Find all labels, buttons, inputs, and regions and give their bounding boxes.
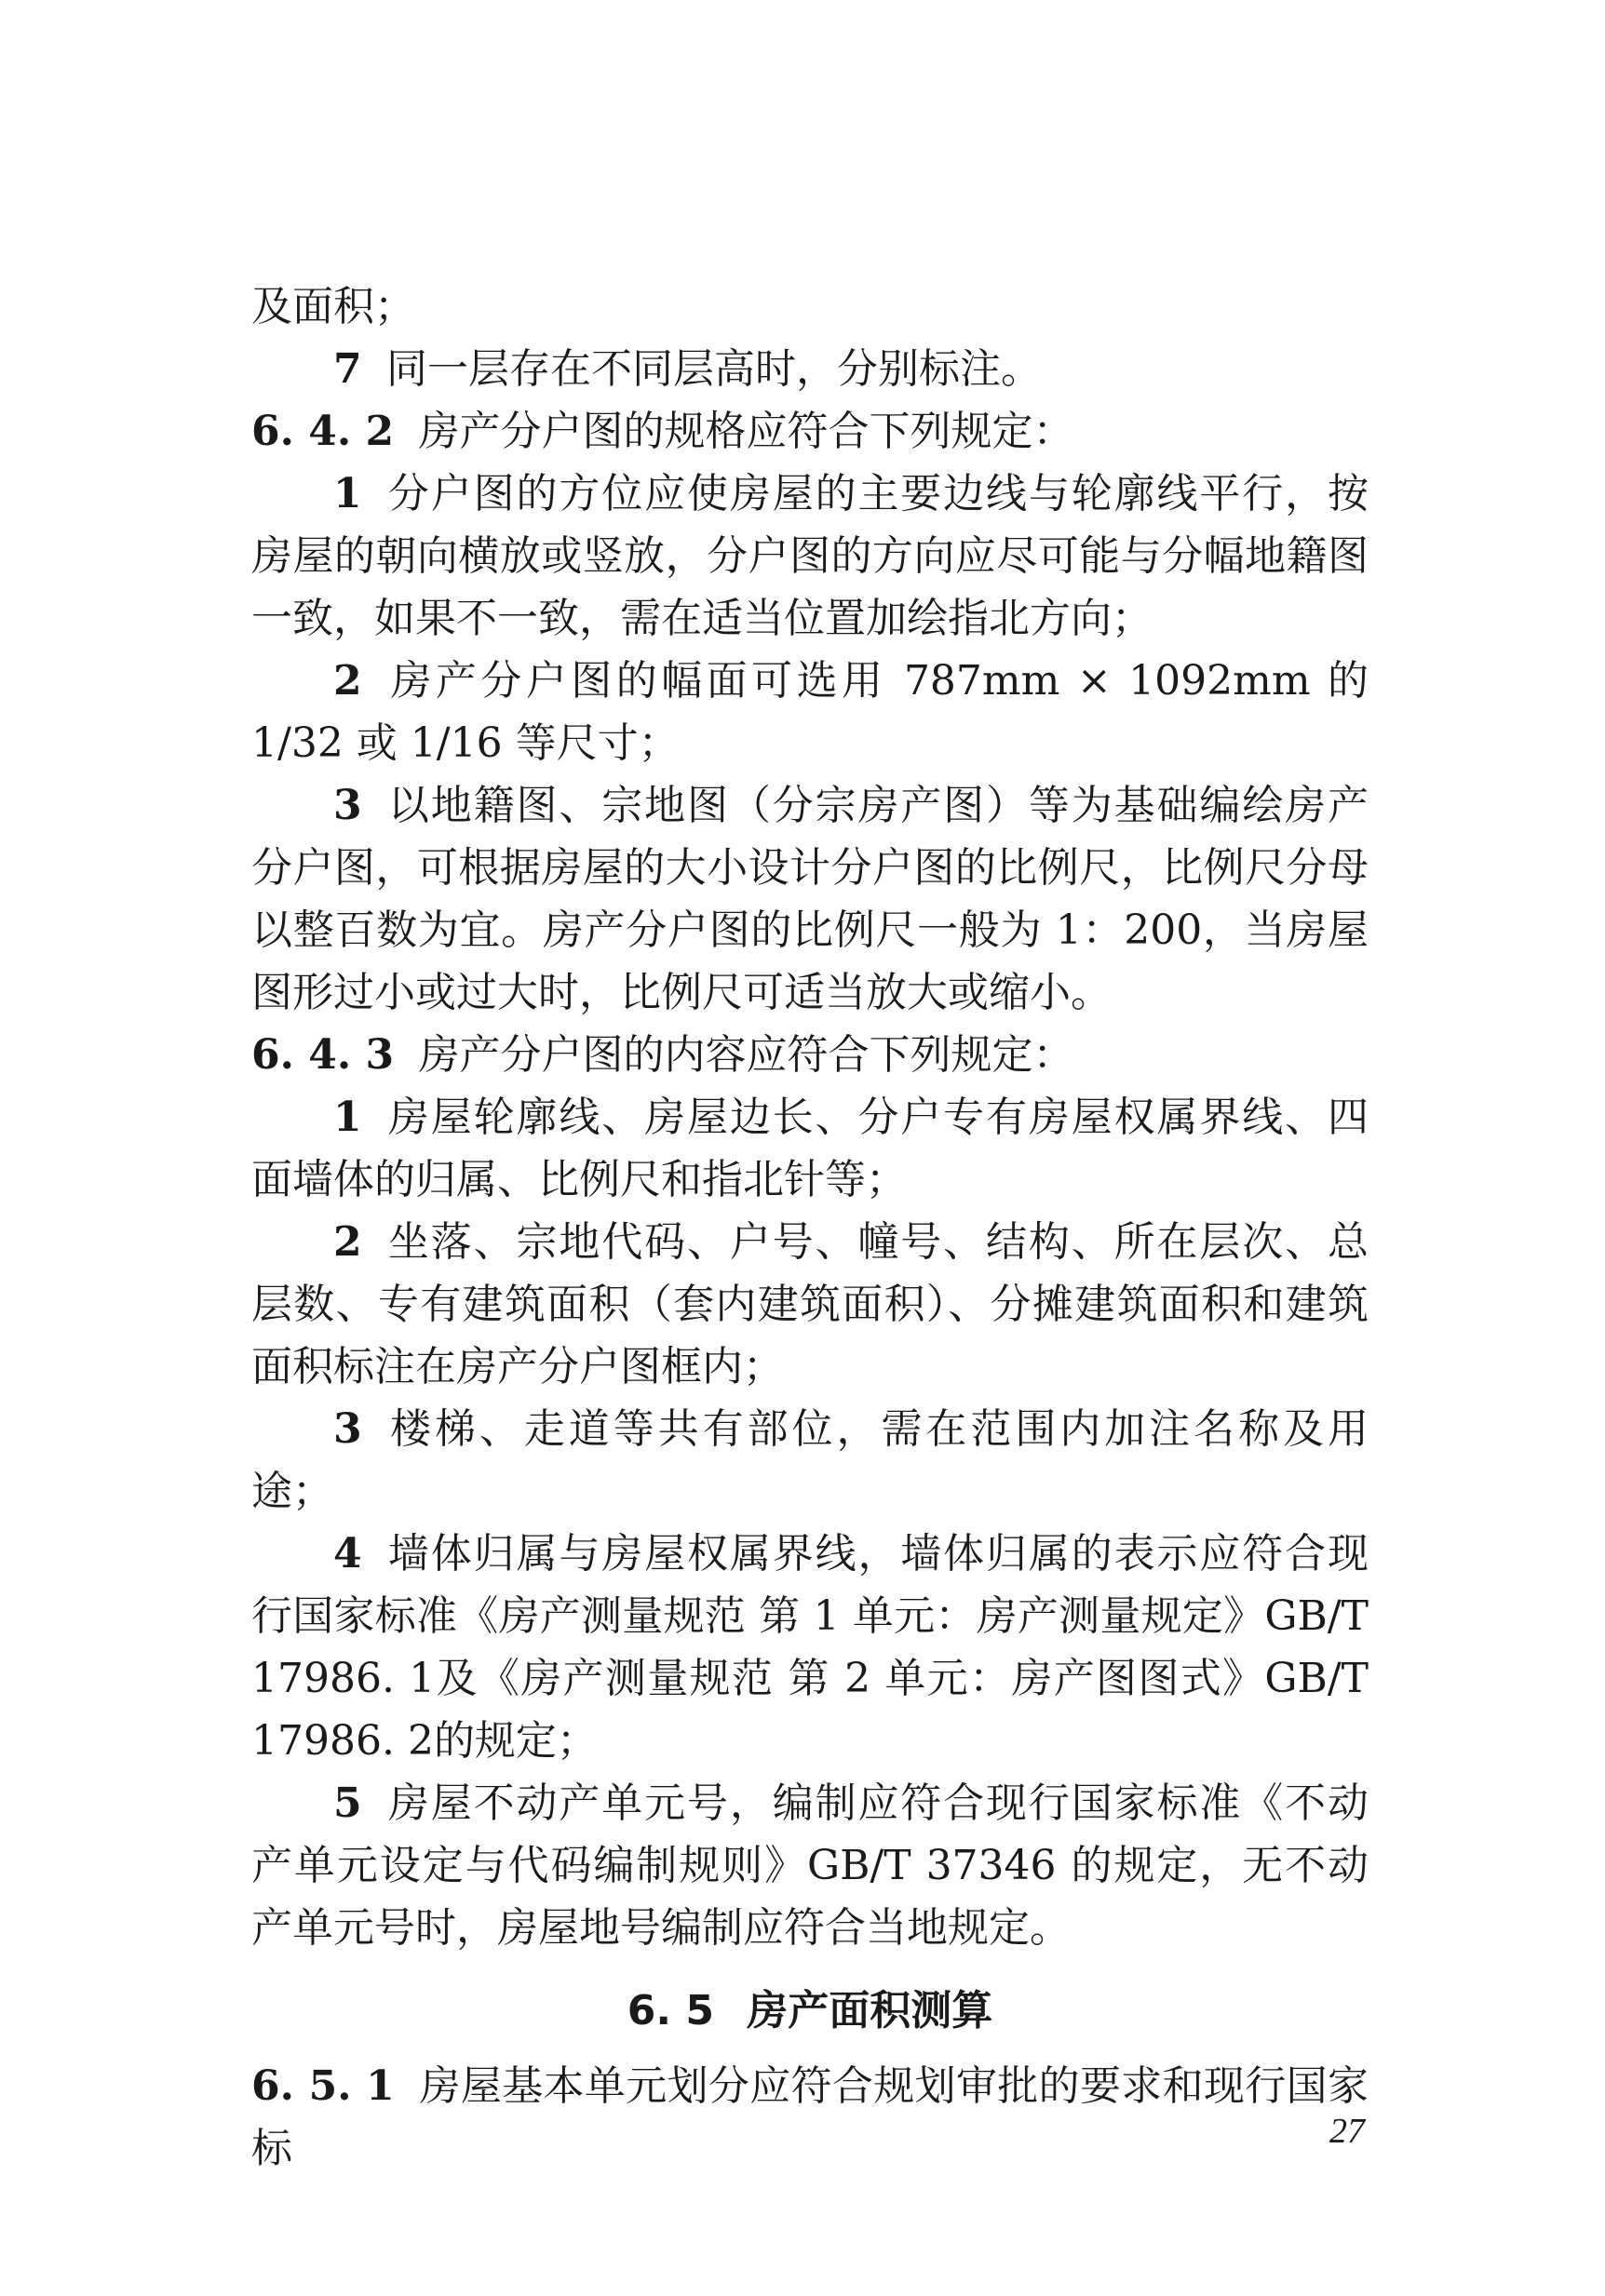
clause-heading — [251, 2055, 1369, 2180]
clause-number: 6. 4. 2 — [251, 408, 395, 455]
item-number: 1 — [333, 1094, 362, 1141]
body-text — [251, 275, 1369, 2180]
list-item — [251, 1086, 1369, 1211]
item-number: 2 — [333, 657, 362, 705]
clause-heading — [251, 400, 1369, 463]
page-number: 27 — [1329, 2112, 1365, 2151]
section-title — [251, 1980, 1369, 2042]
item-number: 4 — [333, 1530, 362, 1578]
item-text: 楼梯、走道等共有部位，需在范围内加注名称及用途； — [251, 1405, 1369, 1515]
clause-text: 房产分户图的内容应符合下列规定： — [418, 1031, 1074, 1079]
clause-heading — [251, 1024, 1369, 1086]
item-number: 7 — [333, 345, 362, 393]
item-text: 同一层存在不同层高时，分别标注。 — [386, 345, 1043, 393]
clause-number: 6. 4. 3 — [251, 1031, 395, 1079]
list-item — [251, 1211, 1369, 1398]
item-number: 1 — [333, 470, 362, 517]
paragraph-continuation — [251, 275, 1369, 338]
list-item — [251, 774, 1369, 1024]
clause-number: 6. 5. 1 — [251, 2062, 395, 2110]
item-number: 5 — [333, 1779, 362, 1827]
item-number: 3 — [333, 782, 362, 829]
section-text: 房产面积测算 — [747, 1987, 993, 2034]
paragraph-text: 及面积； — [251, 283, 415, 330]
list-item — [251, 1523, 1369, 1772]
item-number: 3 — [333, 1405, 362, 1453]
list-item — [251, 650, 1369, 774]
item-text: 以地籍图、宗地图（分宗房产图）等为基础编绘房产分户图，可根据房屋的大小设计分户图的比例尺，比例尺分母以整百数为宜。房产分户图的比例尺一般为 1：200，当房屋图形过小或过大时，比例尺可适当放大或缩小。 — [251, 782, 1369, 1016]
list-item — [251, 338, 1369, 400]
item-number: 2 — [333, 1218, 362, 1266]
item-text: 房屋不动产单元号，编制应符合现行国家标准《不动产单元设定与代码编制规则》GB/T 37346 的规定，无不动产单元号时，房屋地号编制应符合当地规定。 — [251, 1779, 1369, 1952]
item-text: 房产分户图的幅面可选用 787mm × 1092mm 的 1/32 或 1/16 等尺寸； — [251, 657, 1369, 767]
list-item — [251, 463, 1369, 650]
item-text: 坐落、宗地代码、户号、幢号、结构、所在层次、总层数、专有建筑面积（套内建筑面积）、分摊建筑面积和建筑面积标注在房产分户图框内； — [251, 1218, 1369, 1390]
section-number: 6. 5 — [627, 1987, 715, 2034]
item-text: 房屋轮廓线、房屋边长、分户专有房屋权属界线、四面墙体的归属、比例尺和指北针等； — [251, 1094, 1369, 1203]
list-item — [251, 1772, 1369, 1959]
item-text: 分户图的方位应使房屋的主要边线与轮廓线平行，按房屋的朝向横放或竖放，分户图的方向应尽可能与分幅地籍图一致，如果不一致，需在适当位置加绘指北方向； — [251, 470, 1369, 642]
item-text: 墙体归属与房屋权属界线，墙体归属的表示应符合现行国家标准《房产测量规范 第 1 单元：房产测量规定》GB/T 17986. 1及《房产测量规范 第 2 单元：房产图图式》GB/T 17986. 2的规定； — [251, 1530, 1369, 1765]
list-item — [251, 1398, 1369, 1523]
clause-text: 房屋基本单元划分应符合规划审批的要求和现行国家标 — [251, 2062, 1369, 2172]
clause-text: 房产分户图的规格应符合下列规定： — [418, 408, 1074, 455]
